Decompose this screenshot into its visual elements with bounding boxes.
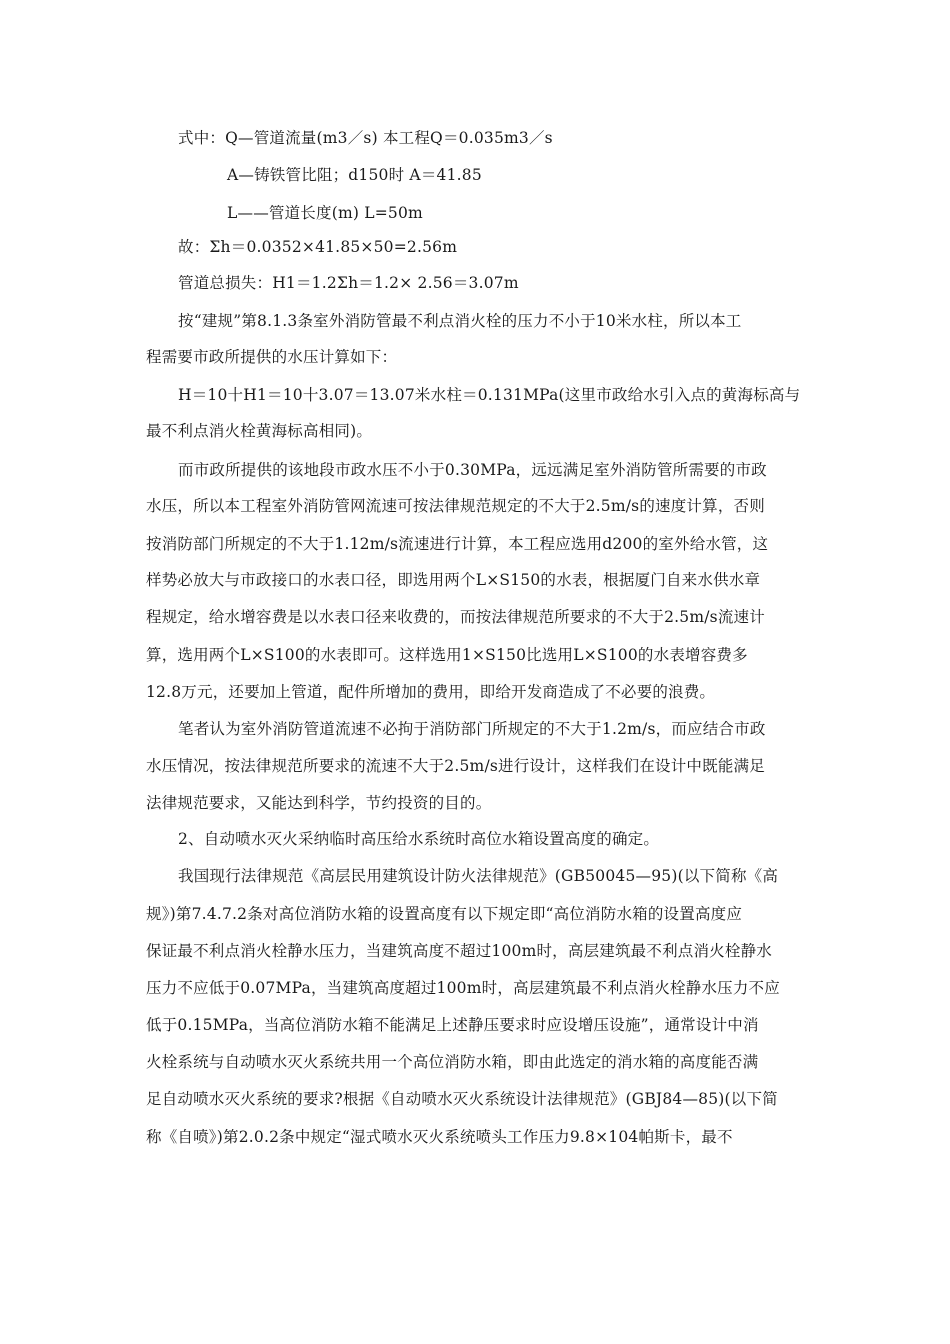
formula-q-line: 式中：Q—管道流量(m3／s) 本工程Q＝0.035m3／s <box>178 129 553 147</box>
formula-l-line: L——管道长度(m) L=50m <box>227 204 423 222</box>
paragraph-line: 最不利点消火栓黄海标高相同)。 <box>146 422 373 440</box>
paragraph-line: 足自动喷水灭火系统的要求?根据《自动喷水灭火系统设计法律规范》(GBJ84—85)(以下简 <box>146 1090 778 1108</box>
paragraph-line: 程规定，给水增容费是以水表口径来收费的，而按法律规范所要求的不大于2.5m/s流速计 <box>146 608 765 626</box>
paragraph-line: 规》)第7.4.7.2条对高位消防水箱的设置高度有以下规定即“高位消防水箱的设置高度应 <box>146 905 743 923</box>
paragraph-line: 低于0.15MPa，当高位消防水箱不能满足上述静压要求时应设增压设施”，通常设计中消 <box>146 1016 759 1034</box>
paragraph-line: 而市政所提供的该地段市政水压不小于0.30MPa，远远满足室外消防管所需要的市政 <box>178 461 767 479</box>
paragraph-line: 按“建规”第8.1.3条室外消防管最不利点消火栓的压力不小于10米水柱，所以本工 <box>178 312 742 330</box>
paragraph-line: 程需要市政所提供的水压计算如下： <box>146 348 398 366</box>
paragraph-line: 法律规范要求，又能达到科学，节约投资的目的。 <box>146 794 492 812</box>
paragraph-line: 压力不应低于0.07MPa，当建筑高度超过100m时，高层建筑最不利点消火栓静水压力不应 <box>146 979 780 997</box>
section-heading: 2、自动喷水灭火采纳临时高压给水系统时高位水箱设置高度的确定。 <box>178 830 660 848</box>
paragraph-line: 按消防部门所规定的不大于1.12m/s流速进行计算，本工程应选用d200的室外给水管，这 <box>146 535 769 553</box>
paragraph-line: 12.8万元，还要加上管道，配件所增加的费用，即给开发商造成了不必要的浪费。 <box>146 683 716 701</box>
paragraph-line: 火栓系统与自动喷水灭火系统共用一个高位消防水箱，即由此选定的消水箱的高度能否满 <box>146 1053 759 1071</box>
paragraph-line: 算，选用两个L×S100的水表即可。这样选用1×S150比选用L×S100的水表增容费多 <box>146 646 748 664</box>
paragraph-line: H＝10十H1＝10十3.07＝13.07米水柱＝0.131MPa(这里市政给水引入点的黄海标高与 <box>178 386 801 404</box>
formula-a-line: A—铸铁管比阻；d150时 A＝41.85 <box>227 166 482 184</box>
paragraph-line: 水压情况，按法律规范所要求的流速不大于2.5m/s进行设计，这样我们在设计中既能满足 <box>146 757 765 775</box>
paragraph-line: 称《自喷》)第2.0.2条中规定“湿式喷水灭火系统喷头工作压力9.8×104帕斯卡，最不 <box>146 1128 733 1146</box>
paragraph-line: 保证最不利点消火栓静水压力，当建筑高度不超过100m时，高层建筑最不利点消火栓静水 <box>146 942 772 960</box>
paragraph-line: 笔者认为室外消防管道流速不必拘于消防部门所规定的不大于1.2m/s，而应结合市政 <box>178 720 766 738</box>
paragraph-line: 水压，所以本工程室外消防管网流速可按法律规范规定的不大于2.5m/s的速度计算，否则 <box>146 497 765 515</box>
paragraph-line: 我国现行法律规范《高层民用建筑设计防火法律规范》(GB50045—95)(以下简称《高 <box>178 867 779 885</box>
paragraph-line: 样势必放大与市政接口的水表口径，即选用两个L×S150的水表，根据厦门自来水供水章 <box>146 571 761 589</box>
total-loss-line: 管道总损失：H1＝1.2Σh＝1.2× 2.56＝3.07m <box>178 274 519 292</box>
formula-sum-line: 故：Σh＝0.0352×41.85×50=2.56m <box>178 238 458 256</box>
